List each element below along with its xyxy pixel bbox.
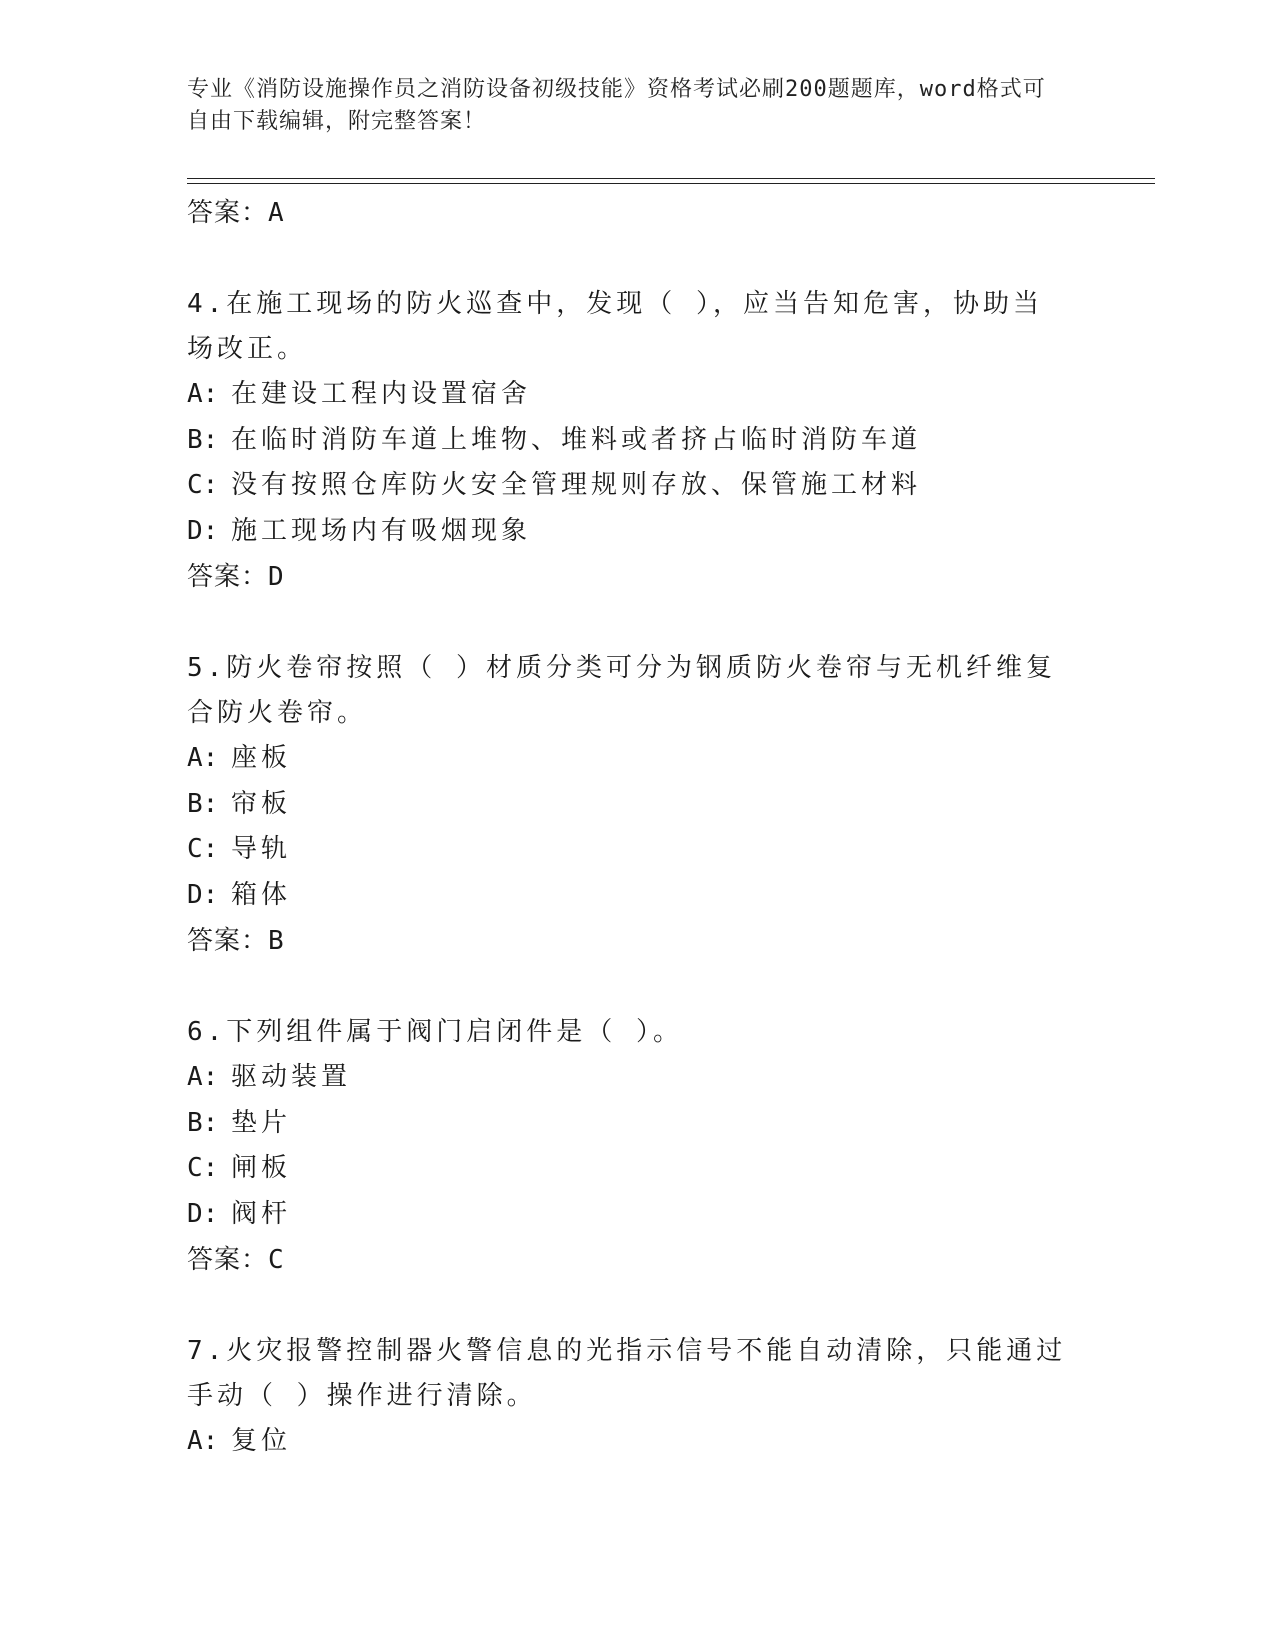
- question-stem: 6.下列组件属于阀门启闭件是（ ）。: [187, 1017, 683, 1047]
- option-a: [187, 1055, 1087, 1101]
- option-text: 驱动装置: [231, 1062, 352, 1092]
- header-rule-bottom: [187, 183, 1155, 184]
- option-d: [187, 509, 1087, 555]
- spacer: [187, 236, 1087, 282]
- option-a: [187, 372, 1087, 418]
- question-stem: 4.在施工现场的防火巡查中，发现（ ），应当告知危害，协助当场改正。: [187, 289, 1043, 364]
- option-b: [187, 1101, 1087, 1147]
- option-c: [187, 1146, 1087, 1192]
- option-key: A:: [187, 743, 219, 773]
- option-text: 导轨: [231, 834, 292, 864]
- option-key: C:: [187, 1153, 219, 1183]
- option-key: B:: [187, 424, 219, 455]
- option-text: 垫片: [231, 1107, 292, 1138]
- option-key: C:: [187, 834, 219, 864]
- question-block: [187, 646, 1087, 964]
- answer-line: 答案：B: [187, 926, 285, 956]
- spacer: [187, 600, 1087, 646]
- option-a: [187, 736, 1087, 782]
- option-d: [187, 873, 1087, 919]
- option-c: [187, 827, 1087, 873]
- option-b: [187, 418, 1087, 464]
- option-key: D:: [187, 879, 219, 910]
- question-stem: 7.火灾报警控制器火警信息的光指示信号不能自动清除，只能通过手动（ ）操作进行清除。: [187, 1336, 1067, 1411]
- option-text: 没有按照仓库防火安全管理规则存放、保管施工材料: [231, 470, 922, 500]
- option-c: [187, 463, 1087, 509]
- option-key: D:: [187, 1198, 219, 1229]
- header-rule-top: [187, 178, 1155, 179]
- document-header: 专业《消防设施操作员之消防设备初级技能》资格考试必刷200题题库，word格式可自由下载编辑，附完整答案！: [187, 77, 1046, 134]
- option-key: D:: [187, 515, 219, 546]
- option-text: 帘板: [231, 788, 292, 819]
- option-b: [187, 782, 1087, 828]
- option-text: 施工现场内有吸烟现象: [231, 515, 532, 546]
- option-text: 复位: [231, 1426, 292, 1456]
- spacer: [187, 964, 1087, 1010]
- option-key: B:: [187, 788, 219, 819]
- document-body: [187, 190, 1087, 1465]
- option-key: C:: [187, 470, 219, 500]
- option-key: A:: [187, 379, 219, 409]
- spacer: [187, 1283, 1087, 1329]
- question-block: [187, 1010, 1087, 1283]
- option-text: 在建设工程内设置宿舍: [231, 379, 532, 409]
- option-key: B:: [187, 1107, 219, 1138]
- option-a: [187, 1419, 1087, 1465]
- answer-line: 答案：A: [187, 198, 285, 228]
- option-text: 闸板: [231, 1153, 292, 1183]
- question-block: [187, 282, 1087, 600]
- question-block: [187, 1329, 1087, 1465]
- answer-line: 答案：C: [187, 1245, 285, 1275]
- option-text: 阀杆: [231, 1198, 292, 1229]
- option-text: 座板: [231, 743, 292, 773]
- option-text: 箱体: [231, 879, 292, 910]
- option-key: A:: [187, 1426, 219, 1456]
- question-stem: 5.防火卷帘按照（ ）材质分类可分为钢质防火卷帘与无机纤维复合防火卷帘。: [187, 653, 1056, 728]
- answer-line: 答案：D: [187, 562, 285, 592]
- option-d: [187, 1192, 1087, 1238]
- option-key: A:: [187, 1062, 219, 1092]
- option-text: 在临时消防车道上堆物、堆料或者挤占临时消防车道: [231, 424, 922, 455]
